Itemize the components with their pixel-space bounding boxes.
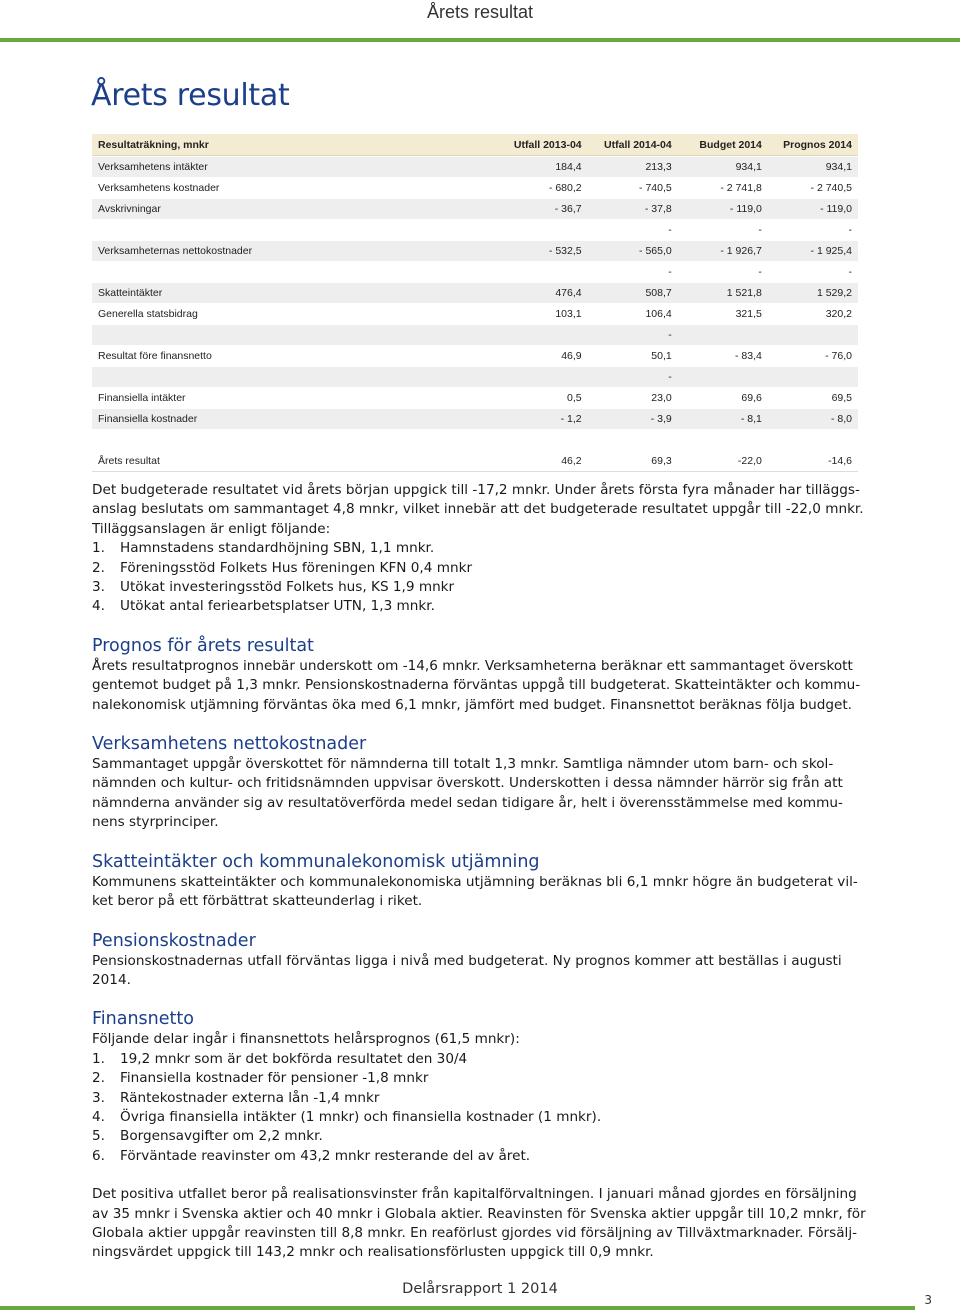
row-value: - 1 926,7 (678, 240, 768, 261)
row-value (498, 429, 588, 450)
list-item-number: 3. (92, 579, 105, 596)
list-item-number: 5. (92, 1128, 105, 1145)
row-value: 508,7 (588, 282, 678, 303)
table-spacer-row (92, 261, 858, 282)
row-value (678, 324, 768, 345)
row-value: - (588, 324, 678, 345)
row-value: - 2 740,5 (768, 177, 858, 198)
row-label: Årets resultat (92, 450, 498, 472)
list-item-text: Räntekostnader externa lån -1,4 mnkr (120, 1089, 380, 1106)
row-value: - 1,2 (498, 408, 588, 429)
section-text-pension: Pensionskostnadernas utfall förväntas ligga i nivå med budgeterat. Ny prognos kommer att beställas i augusti 2014. (92, 952, 842, 988)
list-item-text: Hamnstadens standardhöjning SBN, 1,1 mnkr. (120, 540, 435, 557)
row-value: 103,1 (498, 303, 588, 324)
row-label (92, 219, 498, 240)
section-heading-finans: Finansnetto (92, 1009, 194, 1030)
table-row (92, 282, 858, 303)
row-label: Finansiella kostnader (92, 408, 498, 429)
row-value: - 119,0 (678, 198, 768, 219)
row-value: - 119,0 (768, 198, 858, 219)
row-value: 934,1 (678, 156, 768, 177)
list-item-text: Utökat investeringsstöd Folkets hus, KS 1,9 mnkr (120, 579, 455, 596)
table-spacer-row (92, 429, 858, 450)
row-value: 106,4 (588, 303, 678, 324)
row-value: 184,4 (498, 156, 588, 177)
row-value: 321,5 (678, 303, 768, 324)
row-label: Finansiella intäkter (92, 387, 498, 408)
table-spacer-row (92, 219, 858, 240)
row-value: 50,1 (588, 345, 678, 366)
supplementary-appropriations-list (92, 539, 872, 617)
running-header-title: Årets resultat (426, 2, 534, 22)
row-value: - 565,0 (588, 240, 678, 261)
row-value: 69,5 (768, 387, 858, 408)
row-value: -22,0 (678, 450, 768, 472)
list-item (92, 597, 872, 616)
table-spacer-row (92, 324, 858, 345)
list-item-number: 1. (92, 1050, 105, 1067)
row-value (498, 261, 588, 282)
row-value (768, 429, 858, 450)
column-header-prognos: Prognos 2014 (768, 134, 858, 156)
row-value: 320,2 (768, 303, 858, 324)
table-row (92, 177, 858, 198)
list-item (92, 1108, 872, 1127)
column-header-budget: Budget 2014 (678, 134, 768, 156)
row-label: Verksamheternas nettokostnader (92, 240, 498, 261)
header-accent-rule (0, 38, 960, 42)
row-value (498, 219, 588, 240)
list-item-number: 4. (92, 1108, 105, 1125)
table-spacer-row (92, 366, 858, 387)
row-value: - 83,4 (678, 345, 768, 366)
row-value: - 36,7 (498, 198, 588, 219)
row-value: - (678, 261, 768, 282)
column-header-utfall-2014: Utfall 2014-04 (588, 134, 678, 156)
row-value (498, 366, 588, 387)
column-header-label: Resultaträkning, mnkr (92, 134, 498, 156)
row-label: Verksamhetens kostnader (92, 177, 498, 198)
list-item-text: Övriga finansiella intäkter (1 mnkr) och finansiella kostnader (1 mnkr). (120, 1108, 602, 1125)
page-number: 3 (924, 1293, 932, 1307)
section-heading-skatt: Skatteintäkter och kommunalekonomisk utjämning (92, 851, 540, 872)
list-item (92, 1050, 872, 1069)
table-row (92, 345, 858, 366)
section-lead-finans: Följande delar ingår i finansnettots helårsprognos (61,5 mnkr): (92, 1031, 520, 1048)
section-heading-pension: Pensionskostnader (92, 930, 256, 951)
row-label (92, 429, 498, 450)
row-value: 1 529,2 (768, 282, 858, 303)
row-value: 23,0 (588, 387, 678, 408)
list-item (92, 1089, 872, 1108)
row-value (678, 429, 768, 450)
table-row (92, 387, 858, 408)
closing-paragraph: Det positiva utfallet beror på realisationsvinster från kapitalförvaltningen. I januari månad gjordes en försäljning av 35 mnkr i Svenska aktier och 40 mnkr i Globala aktier. Reavinsten för Svenska aktier uppgår till 10,2 mnkr, för Globala aktier uppgår reavinsten till 8,8 mnkr. En reaförlust gjordes vid försäljning av Tillväxtmarknader. Försälj-ningsvärdet uppgick till 143,2 mnkr och realisationsförlusten uppgick till 0,9 mnkr. (92, 1186, 866, 1261)
finance-net-list (92, 1050, 872, 1166)
row-value: - 76,0 (768, 345, 858, 366)
running-header (0, 0, 960, 39)
row-value: - (768, 261, 858, 282)
row-value: - 532,5 (498, 240, 588, 261)
row-value: 69,6 (678, 387, 768, 408)
section-text-verksamhet: Sammantaget uppgår överskottet för nämnderna till totalt 1,3 mnkr. Samtliga nämnder utom barn- och skol-nämnden och kultur- och fritidsnämnden uppvisar överskott. Underskotten i dessa nämnder härrör sig från att nämnderna använder sig av resultatöverförda medel sedan tidigare år, helt i överensstämmelse med kommu-nens styrprinciper. (92, 756, 843, 831)
row-value: - (678, 219, 768, 240)
page-title: Årets resultat (91, 78, 290, 113)
row-value: - (588, 261, 678, 282)
row-value: -14,6 (768, 450, 858, 472)
list-item (92, 578, 872, 597)
income-statement-table (92, 134, 858, 472)
column-header-utfall-2013: Utfall 2013-04 (498, 134, 588, 156)
table-header-row (92, 134, 858, 156)
list-item (92, 559, 872, 578)
list-item-number: 6. (92, 1147, 105, 1164)
footer-accent-rule (0, 1306, 915, 1310)
table-row (92, 303, 858, 324)
list-item-number: 4. (92, 598, 105, 615)
row-value: 0,5 (498, 387, 588, 408)
list-item-number: 2. (92, 559, 105, 576)
row-value: - 8,1 (678, 408, 768, 429)
row-value: - 1 925,4 (768, 240, 858, 261)
footer-report-title: Delårsrapport 1 2014 (402, 1281, 558, 1297)
table-row (92, 450, 858, 472)
table-row (92, 198, 858, 219)
row-label: Verksamhetens intäkter (92, 156, 498, 177)
row-value: - (768, 219, 858, 240)
row-label (92, 261, 498, 282)
main-content (92, 481, 872, 1263)
row-label (92, 366, 498, 387)
row-label (92, 324, 498, 345)
list-item (92, 539, 872, 558)
row-value: 1 521,8 (678, 282, 768, 303)
row-value: - 740,5 (588, 177, 678, 198)
row-value (768, 366, 858, 387)
section-heading-prognos: Prognos för årets resultat (92, 635, 314, 656)
section-text-prognos: Årets resultatprognos innebär underskott om -14,6 mnkr. Verksamheterna beräknar ett sammantaget överskott gentemot budget på 1,3 mnkr. Pensionskostnaderna förväntas uppgå till budgeterat. Skatteintäkter och kommu-nalekonomisk utjämning förväntas öka med 6,1 mnkr, jämfört med budget. Finansnettot beräknas följa budget. (92, 657, 861, 713)
row-value (768, 324, 858, 345)
list-item-text: Borgensavgifter om 2,2 mnkr. (120, 1128, 323, 1145)
row-label: Avskrivningar (92, 198, 498, 219)
row-value: 934,1 (768, 156, 858, 177)
row-value: - (588, 219, 678, 240)
row-value (498, 324, 588, 345)
list-item-text: Finansiella kostnader för pensioner -1,8 mnkr (120, 1070, 429, 1087)
section-heading-verksamhet: Verksamhetens nettokostnader (92, 734, 367, 755)
table-body (92, 156, 858, 472)
list-item (92, 1147, 872, 1166)
table-row (92, 156, 858, 177)
row-value (678, 366, 768, 387)
row-value: - 8,0 (768, 408, 858, 429)
row-value: - 680,2 (498, 177, 588, 198)
table-header (92, 134, 858, 156)
row-value: - (588, 366, 678, 387)
list-item-text: Föreningsstöd Folkets Hus föreningen KFN 0,4 mnkr (120, 559, 473, 576)
list-item-number: 1. (92, 540, 105, 557)
row-value: 46,2 (498, 450, 588, 472)
table-row (92, 240, 858, 261)
row-value: - 2 741,8 (678, 177, 768, 198)
row-label: Generella statsbidrag (92, 303, 498, 324)
list-item-text: Utökat antal feriearbetsplatser UTN, 1,3 mnkr. (120, 598, 435, 615)
row-label: Skatteintäkter (92, 282, 498, 303)
row-value: - 3,9 (588, 408, 678, 429)
list-item-text: Förväntade reavinster om 43,2 mnkr resterande del av året. (120, 1147, 531, 1164)
list-item (92, 1127, 872, 1146)
row-value: - 37,8 (588, 198, 678, 219)
list-item-text: 19,2 mnkr som är det bokförda resultatet den 30/4 (120, 1050, 468, 1067)
row-value (588, 429, 678, 450)
section-text-skatt: Kommunens skatteintäkter och kommunalekonomiska utjämning beräknas bli 6,1 mnkr högre än budgeterat vil-ket beror på ett förbättrat skatteunderlag i riket. (92, 873, 858, 910)
row-value: 46,9 (498, 345, 588, 366)
list-item (92, 1069, 872, 1088)
table-row (92, 408, 858, 429)
list-item-number: 2. (92, 1070, 105, 1087)
row-value: 476,4 (498, 282, 588, 303)
row-label: Resultat före finansnetto (92, 345, 498, 366)
row-value: 69,3 (588, 450, 678, 472)
intro-paragraph: Det budgeterade resultatet vid årets början uppgick till -17,2 mnkr. Under årets första fyra månader har tilläggs-anslag beslutats om sammantaget 4,8 mnkr, vilket innebär att det budgeterade resultatet uppgår till -22,0 mnkr. Tilläggsanslagen är enligt följande: (92, 482, 864, 537)
list-item-number: 3. (92, 1089, 105, 1106)
row-value: 213,3 (588, 156, 678, 177)
